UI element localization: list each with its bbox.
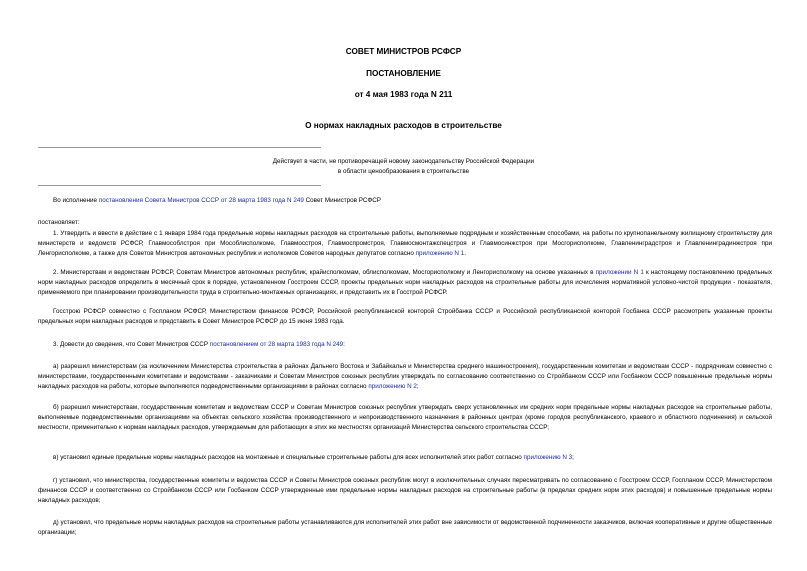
link-appendix-3[interactable]: приложению N 3 bbox=[523, 454, 573, 461]
issuer-heading: СОВЕТ МИНИСТРОВ РСФСР bbox=[345, 47, 462, 56]
link-ussr-resolution-249[interactable]: постановления Совета Министров СССР от 28 марта 1983 года N 249 bbox=[98, 197, 304, 204]
status-note-line1: Действует в части, не противоречащей новому законодательству Российской Федерации bbox=[272, 158, 535, 165]
paragraph-3a: а) разрешил министерствам (за исключением Министерства строительства в районах Дальнего Востока и Забайкалья и Министерства среднего машиностроения), государственным комитетам и ведомствам СССР - подрядчикам совместно с министерствами, государственными комитетами и ведомствами - заказчиками и Советам Министров союзных республик утверждать по согласованию соответственно со Стройбанком СССР или Госбанком СССР повышенные предельные нормы накладных расходов на работы, которые выполняются подведомственными организациями в районах согласно приложению N 2; bbox=[38, 363, 772, 390]
doc-type-heading: ПОСТАНОВЛЕНИЕ bbox=[366, 69, 441, 78]
status-note bbox=[0, 157, 807, 177]
link-appendix-1[interactable]: приложению N 1 bbox=[415, 250, 465, 257]
link-appendix-1-ref[interactable]: приложении N 1 bbox=[595, 269, 644, 276]
doc-date-number: от 4 мая 1983 года N 211 bbox=[354, 90, 453, 99]
link-appendix-2[interactable]: приложению N 2 bbox=[368, 383, 417, 390]
bottom-divider bbox=[38, 185, 321, 186]
paragraph-2-gosstroy: Госстрою РСФСР совместно с Госпланом РСФСР, Министерством финансов РСФСР, Российской республиканской конторой Стройбанка СССР и Российской республиканской конторой Госбанка СССР рассмотреть указанные проекты предельных норм накладных расходов и представить в Совет Министров РСФСР до 15 июня 1983 года. bbox=[38, 308, 772, 325]
paragraph-3v: в) установил единые предельные нормы накладных расходов на монтажные и специальные строительные работы для всех исполнителей этих работ согласно приложению N 3; bbox=[53, 454, 574, 461]
document-title: О нормах накладных расходов в строительстве bbox=[305, 121, 502, 130]
paragraph-3g: г) установил, что министерства, государственные комитеты и ведомства СССР и Советы Министров союзных республик могут в исключительных случаях пересматривать по согласованию с Госстроем СССР, Госпланом СССР, Министерством финансов СССР и соответственно со Стройбанком СССР или Госбанком СССР утвержденные ими предельные нормы накладных расходов на строительные работы (в пределах средних норм этих расходов) и повышенные предельные нормы накладных расходов; bbox=[38, 477, 772, 504]
top-divider bbox=[38, 147, 321, 148]
paragraph-3b: б) разрешил министерствам, государственным комитетам и ведомствам СССР и Советам Министров союзных республик утверждать сверх установленных им средних норм предельные нормы накладных расходов на строительные работы, выполняемые подведомственными организациями на объектах сельского хозяйства производственного и непроизводственного назначения в районных центрах (кроме городов республиканского, краевого и областного подчинения) и сельской местности, применительно к нормам накладных расходов, утверждаемым для работающих в этих же местностях организаций Министерства сельского строительства СССР; bbox=[38, 404, 772, 431]
resolves-label: постановляет: bbox=[38, 219, 80, 226]
link-resolution-249[interactable]: постановлением от 28 марта 1983 года N 249 bbox=[209, 341, 344, 348]
status-note-line2: в области ценообразования в строительстве bbox=[337, 168, 470, 175]
paragraph-3d: д) установил, что предельные нормы накладных расходов на строительные работы устанавливаются для исполнителей этих работ вне зависимости от ведомственной подчиненности заказчиков, включая кооперативные и другие общественные организации; bbox=[38, 519, 772, 536]
paragraph-2: 2. Министерствам и ведомствам РСФСР, Советам Министров автономных республик, крайисполкомам, облисполкомам, Мосгорисполкому и Ленгорисполкому на основе указанных в приложении N 1 к настоящему постановлению предельных норм накладных расходов определить в месячный срок в порядке, установленном Госстроем СССР, проекты предельных норм накладных расходов на строительные работы для исчисления нормативной условно-чистой продукции - показателя, применяемого при планировании производительности труда в строительно-монтажных организациях, и представить их в Госстрой РСФСР. bbox=[38, 269, 772, 296]
paragraph-1: 1. Утвердить и ввести в действие с 1 января 1984 года предельные нормы накладных расходов на строительные работы, выполняемые подрядным и хозяйственным способами, на работы по крупнопанельному жилищному строительству для министерств и ведомств РСФСР, Главмособлстроя при Мособлисполкоме, Главмосстроя, Главмоспромстроя, Главмосмонтажспецстроя и Главмосинжстроя при Мосгорисполкоме, Главленинградстроя и Главленинградинжстроя при Ленгорисполкоме, а также для Советов Министров автономных республик и исполкомов Советов народных депутатов согласно приложению N 1. bbox=[38, 230, 772, 257]
intro-paragraph: Во исполнение постановления Совета Министров СССР от 28 марта 1983 года N 249 Совет Министров РСФСР bbox=[53, 197, 381, 204]
paragraph-3: 3. Довести до сведения, что Совет Министров СССР постановлением от 28 марта 1983 года N 249: bbox=[53, 341, 345, 348]
